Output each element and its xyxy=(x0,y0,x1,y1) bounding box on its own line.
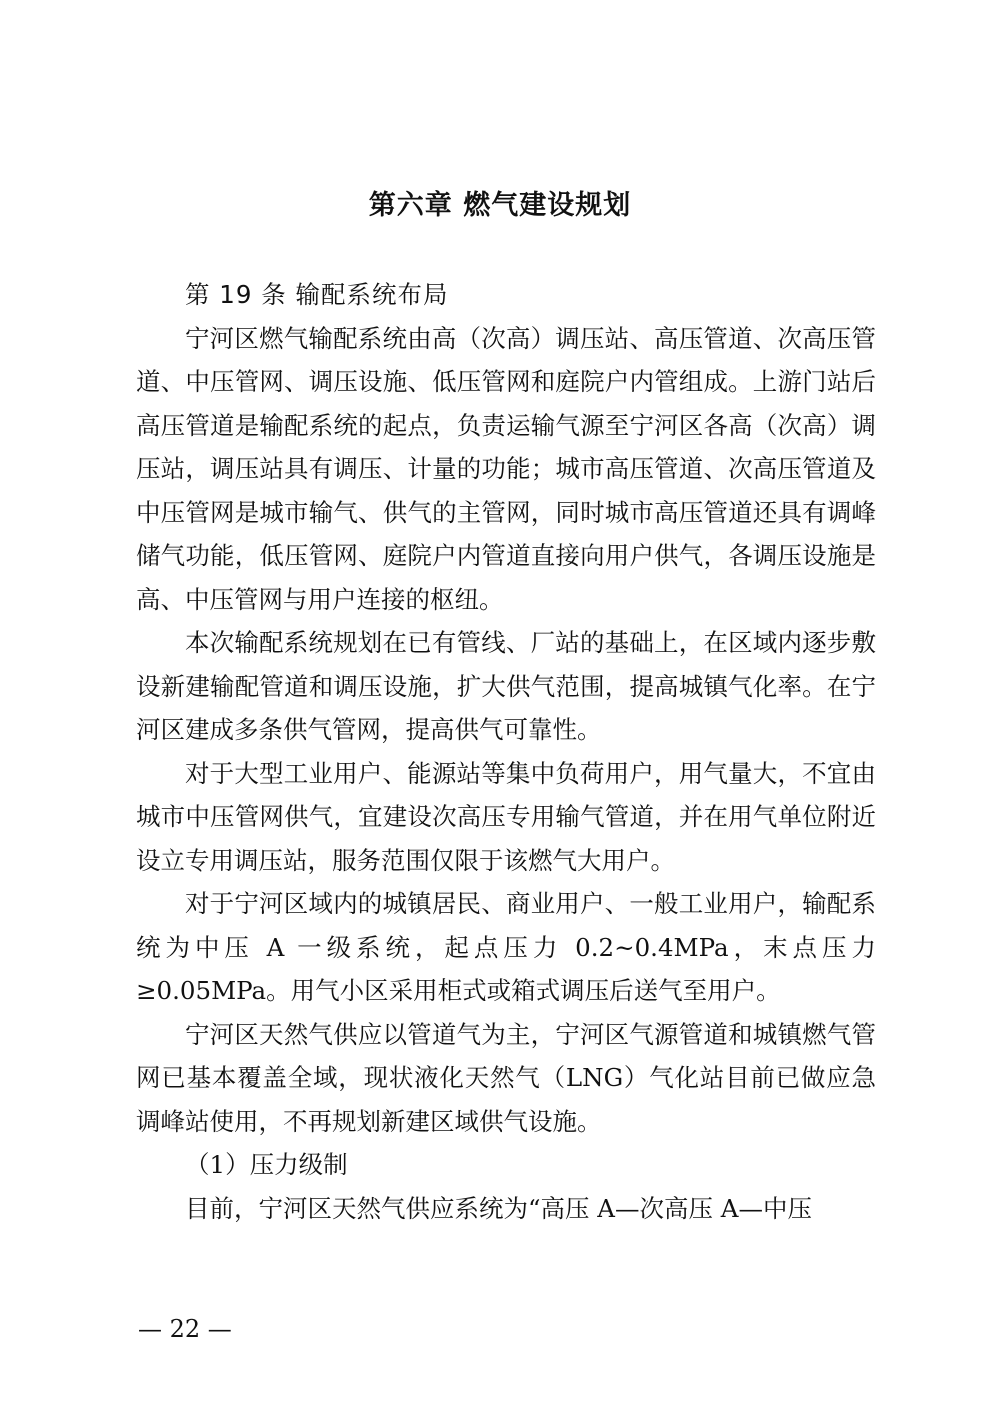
paragraph-4: 对于宁河区域内的城镇居民、商业用户、一般工业用户，输配系统为中压 A 一级系统，起点压力 0.2~0.4MPa，末点压力≥0.05MPa。用气小区采用柜式或箱式调压后送气至用户。 xyxy=(136,889,876,1005)
body-text xyxy=(136,273,876,1230)
paragraph-5: 宁河区天然气供应以管道气为主，宁河区气源管道和城镇燃气管网已基本覆盖全域，现状液化天然气（LNG）气化站目前已做应急调峰站使用，不再规划新建区域供气设施。 xyxy=(136,1019,876,1136)
paragraph-2: 本次输配系统规划在已有管线、厂站的基础上，在区域内逐步敷设新建输配管道和调压设施，扩大供气范围，提高城镇气化率。在宁河区建成多条供气管网，提高供气可靠性。 xyxy=(136,628,876,744)
paragraph-1: 宁河区燃气输配系统由高（次高）调压站、高压管道、次高压管道、中压管网、调压设施、低压管网和庭院户内管组成。上游门站后高压管道是输配系统的起点，负责运输气源至宁河区各高（次高）调压站，调压站具有调压、计量的功能；城市高压管道、次高压管道及中压管网是城市输气、供气的主管网，同时城市高压管道还具有调峰储气功能，低压管网、庭院户内管道直接向用户供气，各调压设施是高、中压管网与用户连接的枢纽。 xyxy=(136,323,876,614)
page-number: — 22 — xyxy=(138,1315,232,1343)
subheading-pressure-levels: （1）压力级制 xyxy=(185,1150,348,1179)
article-heading: 第 19 条 输配系统布局 xyxy=(185,280,449,309)
paragraph-final: 目前，宁河区天然气供应系统为“高压 A—次高压 A—中压 xyxy=(185,1193,812,1223)
chapter-title: 第六章 燃气建设规划 xyxy=(368,190,632,221)
paragraph-3: 对于大型工业用户、能源站等集中负荷用户，用气量大，不宜由城市中压管网供气，宜建设次高压专用输气管道，并在用气单位附近设立专用调压站，服务范围仅限于该燃气大用户。 xyxy=(136,758,876,875)
